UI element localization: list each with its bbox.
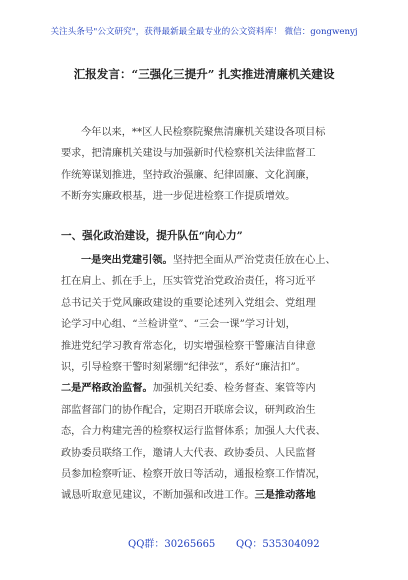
body-paragraph [61,250,357,507]
body-line: 论学习中心组、“兰检讲堂”、“三会一课”学习计划， [61,319,296,331]
intro-paragraph [61,122,357,208]
body-line [61,485,357,506]
body-line [61,378,357,399]
body-text: 诚恳听取意见建议，不断加强和改进工作。 [61,490,255,502]
point-heading: 二是严格政治监督。 [61,382,153,395]
body-line: 推进党纪学习教育常态化，切实增强检察干警廉洁自律意 [61,340,316,352]
intro-line: 作统筹谋划推进，坚持政治强廉、纪律固廉、文化润廉， [61,169,316,181]
body-text: 坚持把全面从严治党责任放在心上、 [172,255,336,266]
body-line [61,250,357,271]
header-banner: 关注头条号"公文研究"，获得最新最全最专业的公文资料库！ 微信：gongwenyj [50,27,358,37]
body-line: 员参加检察听证、检察开放日等活动，通报检察工作情况， [61,468,326,480]
body-line: 总书记关于党风廉政建设的重要论述列入党组会、党组理 [61,297,316,309]
body-line: 识，引导检察干警时刻紧绷“纪律弦”，系好“廉洁扣”。 [61,361,306,373]
intro-line: 今年以来，**区人民检察院聚焦清廉机关建设各项目标 [81,127,326,138]
body-line: 扛在肩上、抓在手上，压实管党治党政治责任，将习近平 [61,276,316,288]
document-title: 汇报发言：“三强化三提升” 扎实推进清廉机关建设 [73,67,335,81]
qq-group-number: QQ群：30265665 [128,539,216,550]
body-text: 加强机关纪委、检务督查、案管等内 [152,383,316,395]
qq-number: QQ：535304092 [236,539,320,550]
section-heading: 一、强化政治建设，提升队伍“向心力” [61,230,243,242]
body-line: 政协委员联络工作，邀请人大代表、政协委员、人民监督 [61,447,316,459]
intro-line: 不断夯实廉政根基，进一步促进检察工作提质增效。 [61,191,296,203]
point-heading: 三是推动落地 [254,489,316,502]
intro-line: 要求，把清廉机关建设与加强新时代检察机关法律监督工 [61,148,316,160]
point-heading: 一是突出党建引领。 [81,254,173,266]
body-line: 态，合力构建完善的检察权运行监督体系；加强人大代表、 [61,426,326,438]
body-line: 部监督部门的协作配合，定期召开联席会议，研判政治生 [61,404,316,416]
